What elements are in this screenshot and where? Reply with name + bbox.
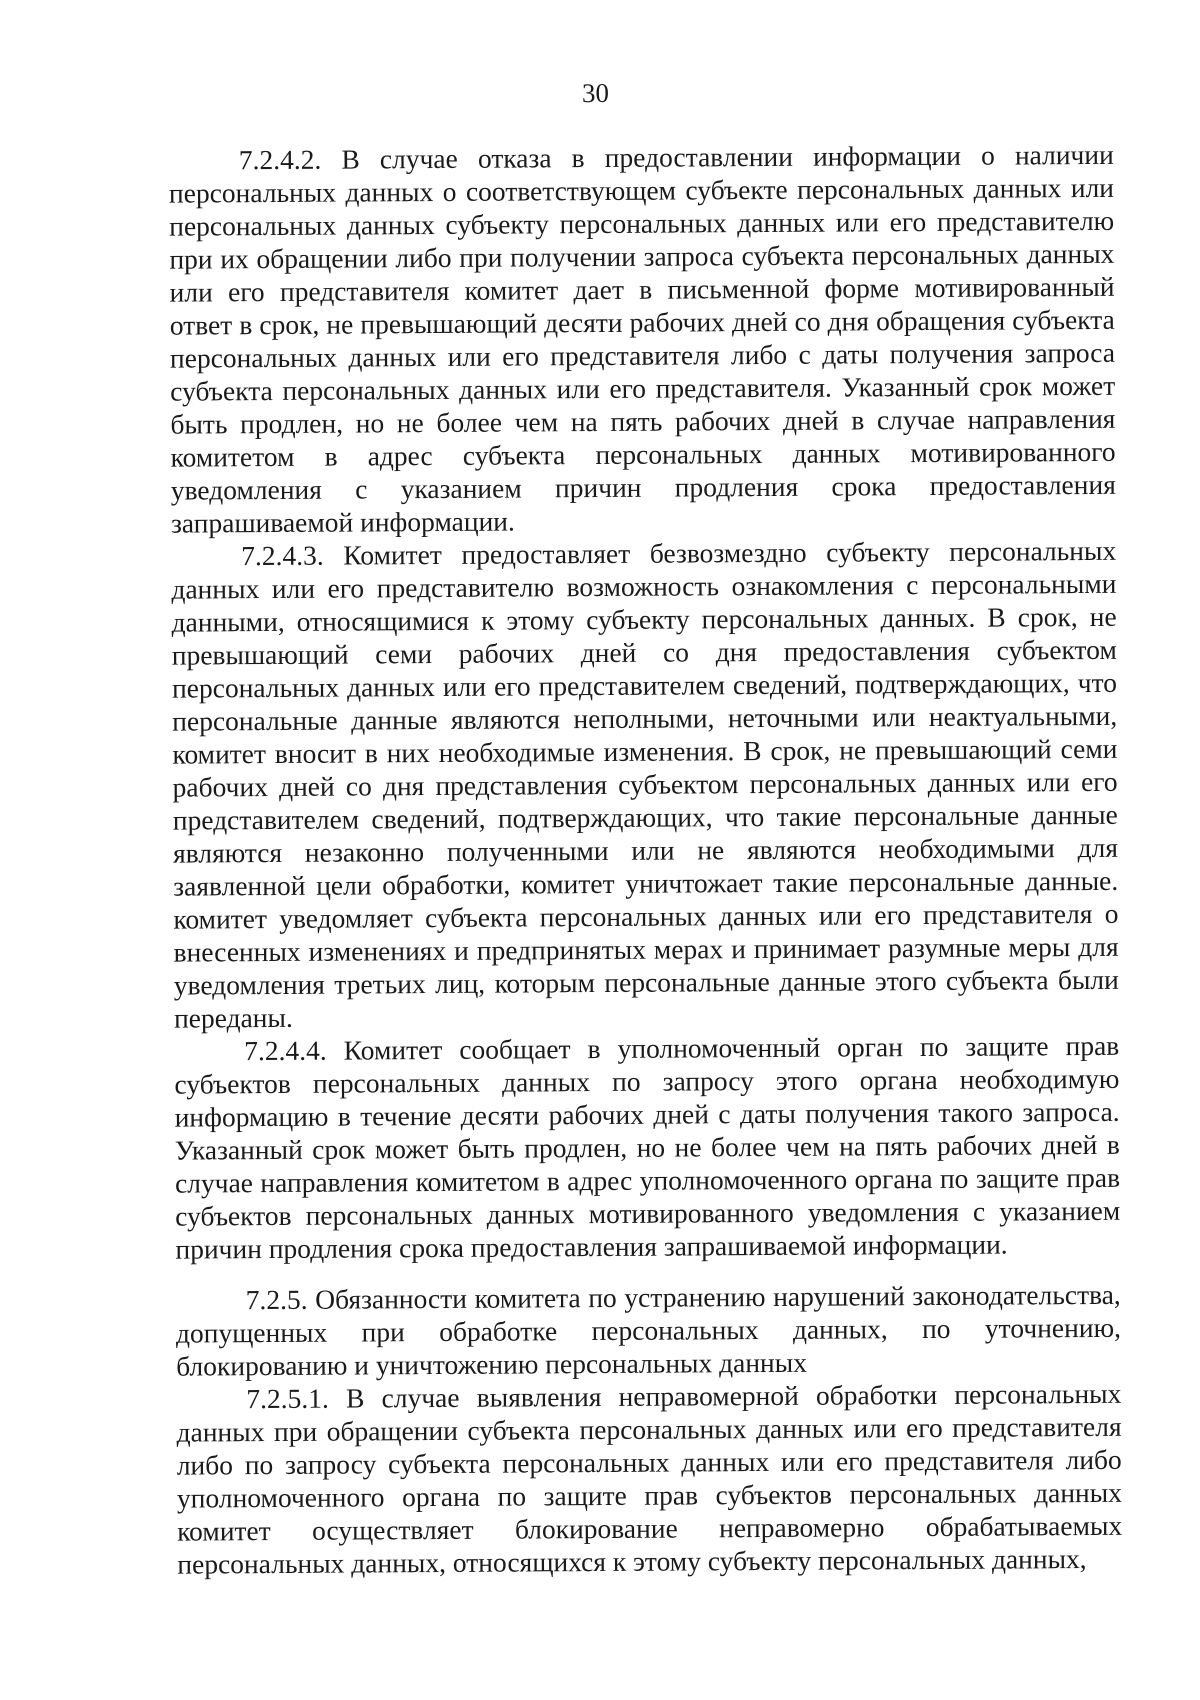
paragraph-7-2-4-4: 7.2.4.4. Комитет сообщает в уполномоченный орган по защите прав субъектов персональных данных по запросу этого органа необходимую информацию в течение десяти рабочих дней с даты получения такого запроса. Указанный срок может быть продлен, но не более чем на пять рабочих дней в случае направления комитетом в адрес уполномоченного органа по защите прав субъектов персональных данных мотивированного уведомления с указанием причин продления срока предоставления запрашиваемой информации.: [174, 1029, 1121, 1265]
paragraph-7-2-4-3: 7.2.4.3. Комитет предоставляет безвозмездно субъекту персональных данных или его представителю возможность ознакомления с персональными данными, относящимися к этому субъекту персональных данных. В срок, не превышающий семи рабочих дней со дня предоставления субъектом персональных данных или его представителем сведений, подтверждающих, что персональные данные являются неполными, неточными или неактуальными, комитет вносит в них необходимые изменения. В срок, не превышающий семи рабочих дней со дня представления субъектом персональных данных или его представителем сведений, подтверждающих, что такие персональные данные являются незаконно полученными или не являются необходимыми для заявленной цели обработки, комитет уничтожает такие персональные данные. комитет уведомляет субъекта персональных данных или его представителя о внесенных изменениях и предпринятых мерах и принимает разумные меры для уведомления третьих лиц, которым персональные данные этого субъекта были переданы.: [171, 534, 1119, 1034]
paragraph-7-2-5-1: 7.2.5.1. В случае выявления неправомерной обработки персональных данных при обращении субъекта персональных данных или его представителя либо по запросу субъекта персональных данных или его представителя либо уполномоченного органа по защите прав субъектов персональных данных комитет осуществляет блокирование неправомерно обрабатываемых персональных данных, относящихся к этому субъекту персональных данных,: [176, 1377, 1123, 1580]
page-number: 30: [581, 77, 609, 109]
paragraph-7-2-4-2: 7.2.4.2. В случае отказа в предоставлении информации о наличии персональных данных о соответствующем субъекте персональных данных или персональных данных субъекту персональных данных или его представителю при их обращении либо при получении запроса субъекта персональных данных или его представителя комитет дает в письменной форме мотивированный ответ в срок, не превышающий десяти рабочих дней со дня обращения субъекта персональных данных или его представителя либо с даты получения запроса субъекта персональных данных или его представителя. Указанный срок может быть продлен, но не более чем на пять рабочих дней в случае направления комитетом в адрес субъекта персональных данных мотивированного уведомления с указанием причин продления срока предоставления запрашиваемой информации.: [168, 138, 1116, 539]
section-heading-7-2-5: 7.2.5. Обязанности комитета по устранению нарушений законодательства, допущенных при обработке персональных данных, по уточнению, блокированию и уничтожению персональных данных: [175, 1278, 1122, 1382]
document-body: [169, 138, 1123, 1581]
